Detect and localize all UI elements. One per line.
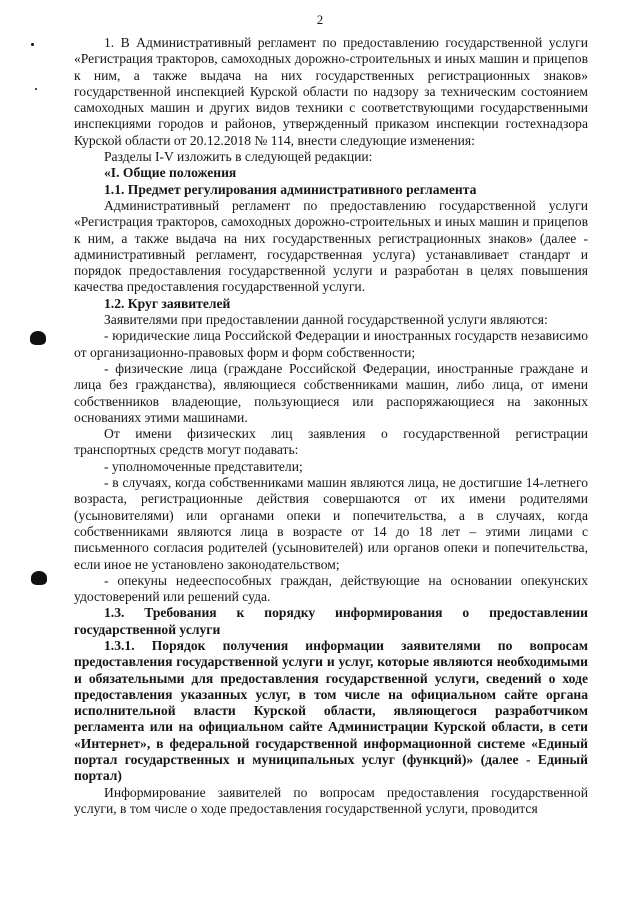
paragraph-p-1-2-e: - уполномоченные представители; xyxy=(104,458,303,474)
paragraph-h-1-3: 1.3. Требования к порядку информирования о предоставлении государственной услуги xyxy=(74,605,588,637)
paragraph-h-1-1: 1.1. Предмет регулирования административного регламента xyxy=(104,181,477,197)
paragraph-p-1-2-f: - в случаях, когда собственниками машин являются лица, не достигшие 14-летнего возраста, регистрационные действия совершаются от их имени родителями (усыновителями) или органами опеки и попечительства, а в случаях, когда собственниками являются лица в возрасте от 14 до 18 лет – этими лицами с письменного согласия родителей (усыновителей) или органов опеки и попечительства, если иное не установлено законодательством; xyxy=(74,475,588,572)
paragraph-h-general: «I. Общие положения xyxy=(104,165,237,181)
scan-speck-2 xyxy=(35,88,37,90)
paragraph-p-1-2-a: Заявителями при предоставлении данной государственной услуги являются: xyxy=(104,312,548,328)
paragraph-h-1-2: 1.2. Круг заявителей xyxy=(104,295,231,311)
paragraph-intro: 1. В Административный регламент по предоставлению государственной услуги «Регистрация тракторов, самоходных дорожно-строительных и иных машин и прицепов к ним, а также выдача на них государственных регистрационных знаков» государственной инспекцией Курской области по надзору за техническим состоянием самоходных машин и других видов техники с соответствующими государственными инспекциями городов и районов, утвержденный приказом инспекции гостехнадзора Курской области от 20.12.2018 № 114, внести следующие изменения: xyxy=(74,35,588,148)
paragraph-p-1-3-1: 1.3.1. Порядок получения информации заявителями по вопросам предоставления государственной услуги и услуг, которые являются необходимыми и обязательными для предоставления государственной услуги, сведений о ходе предоставления указанных услуг, в том числе на официальном сайте органа исполнительной власти Курской области, являющегося разработчиком регламента или на официальном сайте Администрации Курской области, в сети «Интернет», в федеральной государственной информационной системе «Единый портал государственных и муниципальных услуг (функций)» (далее - Единый портал) xyxy=(74,637,588,784)
paragraph-p-1-2-c: - физические лица (граждане Российской Федерации, иностранные граждане и лица без гражданства), являющиеся собственниками машин, либо лица, от имени собственников владеющие, пользующиеся или распоряжающиеся на законных основаниях этими машинами. xyxy=(74,360,588,425)
binder-hole-mark-2 xyxy=(31,571,47,585)
paragraph-p-1-1: Административный регламент по предоставлению государственной услуги «Регистрация тракторов, самоходных дорожно-строительных и иных машин и прицепов к ним, а также выдача на них государственных регистрационных знаков» (далее - административный регламент, государственная услуга) устанавливает стандарт и порядок предоставления государственной услуги и разработан в целях повышения качества предоставления государственной услуги. xyxy=(74,197,588,295)
scan-speck-1 xyxy=(31,43,34,46)
binder-hole-mark-1 xyxy=(30,331,46,345)
paragraph-p-1-3-2: Информирование заявителей по вопросам предоставления государственной услуги, в том числе о ходе предоставления государственной услуги, проводится xyxy=(74,784,588,816)
document-body xyxy=(74,35,588,817)
paragraph-sections: Разделы I-V изложить в следующей редакции: xyxy=(104,149,373,165)
paragraph-p-1-2-d: От имени физических лиц заявления о государственной регистрации транспортных средств могут подавать: xyxy=(74,426,588,458)
paragraph-p-1-2-g: - опекуны недееспособных граждан, действующие на основании опекунских удостоверений или решений суда. xyxy=(74,572,588,605)
page-number: 2 xyxy=(316,12,324,27)
paragraph-p-1-2-b: - юридические лица Российской Федерации и иностранных государств независимо от организационно-правовых форм и форм собственности; xyxy=(74,328,588,360)
